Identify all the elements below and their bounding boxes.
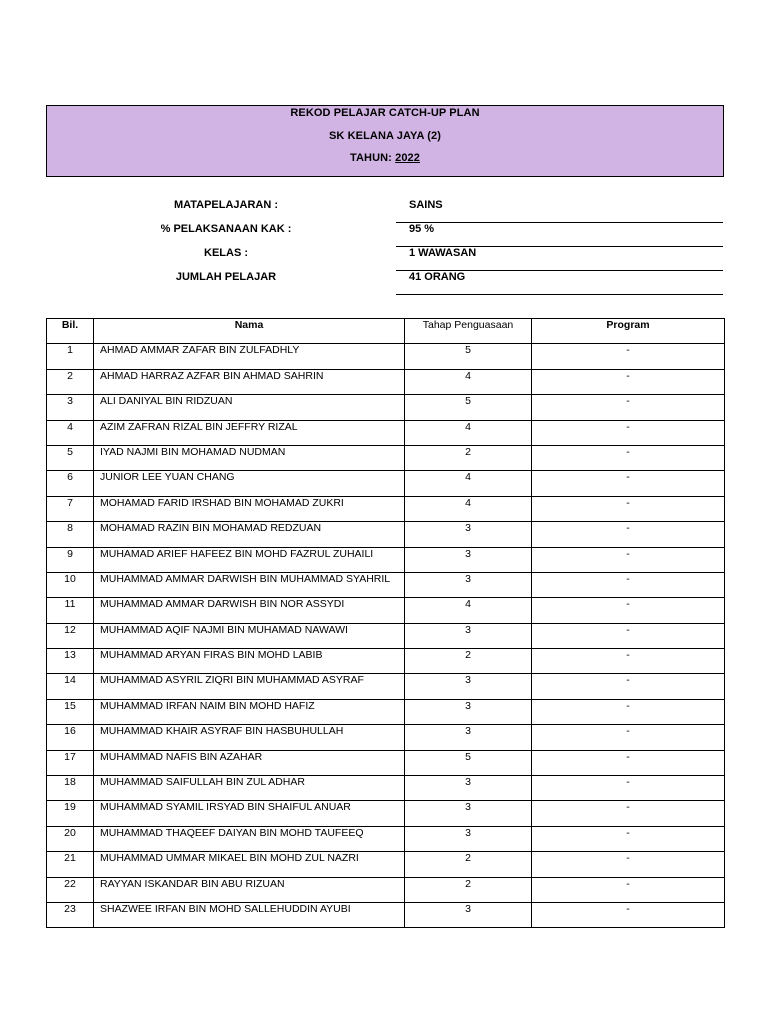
cell-tahap: 5 <box>405 750 532 775</box>
cell-nama: AZIM ZAFRAN RIZAL BIN JEFFRY RIZAL <box>94 420 405 445</box>
table-row <box>47 420 725 445</box>
table-row <box>47 522 725 547</box>
cell-nama: MUHAMMAD AQIF NAJMI BIN MUHAMAD NAWAWI <box>94 623 405 648</box>
cell-bil: 6 <box>47 471 94 496</box>
cell-program: - <box>532 547 725 572</box>
cell-program: - <box>532 674 725 699</box>
table-row <box>47 344 725 369</box>
cell-program: - <box>532 725 725 750</box>
cell-bil: 11 <box>47 598 94 623</box>
cell-tahap: 5 <box>405 395 532 420</box>
cell-nama: ALI DANIYAL BIN RIDZUAN <box>94 395 405 420</box>
table-row <box>47 547 725 572</box>
cell-tahap: 3 <box>405 522 532 547</box>
cell-bil: 21 <box>47 852 94 877</box>
cell-bil: 13 <box>47 649 94 674</box>
cell-bil: 5 <box>47 445 94 470</box>
cell-bil: 8 <box>47 522 94 547</box>
cell-nama: RAYYAN ISKANDAR BIN ABU RIZUAN <box>94 877 405 902</box>
cell-tahap: 3 <box>405 623 532 648</box>
cell-nama: MUHAMMAD ASYRIL ZIQRI BIN MUHAMMAD ASYRAF <box>94 674 405 699</box>
subject-value: SAINS <box>409 199 443 211</box>
cell-program: - <box>532 801 725 826</box>
year-value: 2022 <box>395 152 420 164</box>
cell-nama: AHMAD AMMAR ZAFAR BIN ZULFADHLY <box>94 344 405 369</box>
cell-nama: MUHAMMAD SYAMIL IRSYAD BIN SHAIFUL ANUAR <box>94 801 405 826</box>
cell-program: - <box>532 750 725 775</box>
cell-tahap: 2 <box>405 877 532 902</box>
table-row <box>47 445 725 470</box>
cell-nama: MUHAMMAD THAQEEF DAIYAN BIN MOHD TAUFEEQ <box>94 826 405 851</box>
class-label: KELAS : <box>204 247 248 259</box>
cell-tahap: 5 <box>405 344 532 369</box>
cell-nama: IYAD NAJMI BIN MOHAMAD NUDMAN <box>94 445 405 470</box>
school-name: SK KELANA JAYA (2) <box>328 130 442 142</box>
table-row <box>47 776 725 801</box>
table-row <box>47 369 725 394</box>
cell-nama: MUHAMMAD AMMAR DARWISH BIN MUHAMMAD SYAHRIL <box>94 572 405 597</box>
cell-nama: MUHAMAD ARIEF HAFEEZ BIN MOHD FAZRUL ZUHAILI <box>94 547 405 572</box>
table-row <box>47 877 725 902</box>
col-header-bil: Bil. <box>47 319 94 344</box>
cell-bil: 9 <box>47 547 94 572</box>
cell-tahap: 3 <box>405 547 532 572</box>
cell-program: - <box>532 522 725 547</box>
cell-program: - <box>532 877 725 902</box>
cell-tahap: 3 <box>405 902 532 927</box>
cell-bil: 18 <box>47 776 94 801</box>
col-header-nama: Nama <box>94 319 405 344</box>
cell-nama: AHMAD HARRAZ AZFAR BIN AHMAD SAHRIN <box>94 369 405 394</box>
year-label: TAHUN: <box>350 152 392 164</box>
cell-tahap: 3 <box>405 826 532 851</box>
table-body <box>47 344 725 928</box>
table-row <box>47 598 725 623</box>
col-header-tahap: Tahap Penguasaan <box>405 319 532 344</box>
cell-program: - <box>532 598 725 623</box>
cell-tahap: 4 <box>405 496 532 521</box>
table-row <box>47 572 725 597</box>
cell-nama: MUHAMMAD ARYAN FIRAS BIN MOHD LABIB <box>94 649 405 674</box>
cell-bil: 17 <box>47 750 94 775</box>
cell-bil: 20 <box>47 826 94 851</box>
table-row <box>47 471 725 496</box>
cell-program: - <box>532 826 725 851</box>
cell-nama: MUHAMMAD SAIFULLAH BIN ZUL ADHAR <box>94 776 405 801</box>
info-divider <box>396 222 723 223</box>
cell-program: - <box>532 344 725 369</box>
cell-nama: SHAZWEE IRFAN BIN MOHD SALLEHUDDIN AYUBI <box>94 902 405 927</box>
cell-program: - <box>532 776 725 801</box>
cell-program: - <box>532 649 725 674</box>
year-line <box>47 152 723 164</box>
cell-tahap: 3 <box>405 699 532 724</box>
cell-program: - <box>532 420 725 445</box>
cell-program: - <box>532 852 725 877</box>
cell-bil: 22 <box>47 877 94 902</box>
cell-bil: 4 <box>47 420 94 445</box>
cell-program: - <box>532 902 725 927</box>
cell-nama: MOHAMAD FARID IRSHAD BIN MOHAMAD ZUKRI <box>94 496 405 521</box>
cell-tahap: 4 <box>405 471 532 496</box>
cell-program: - <box>532 395 725 420</box>
cell-bil: 15 <box>47 699 94 724</box>
col-header-program: Program <box>532 319 725 344</box>
implementation-label: % PELAKSANAAN KAK : <box>160 223 292 235</box>
info-divider <box>396 294 723 295</box>
cell-tahap: 3 <box>405 776 532 801</box>
cell-program: - <box>532 623 725 648</box>
table-row <box>47 725 725 750</box>
table-row <box>47 496 725 521</box>
cell-tahap: 3 <box>405 725 532 750</box>
table-row <box>47 902 725 927</box>
cell-tahap: 4 <box>405 598 532 623</box>
cell-program: - <box>532 445 725 470</box>
cell-nama: MUHAMMAD AMMAR DARWISH BIN NOR ASSYDI <box>94 598 405 623</box>
cell-bil: 2 <box>47 369 94 394</box>
cell-tahap: 2 <box>405 445 532 470</box>
cell-bil: 23 <box>47 902 94 927</box>
cell-bil: 3 <box>47 395 94 420</box>
cell-nama: MUHAMMAD KHAIR ASYRAF BIN HASBUHULLAH <box>94 725 405 750</box>
table-row <box>47 699 725 724</box>
cell-tahap: 3 <box>405 674 532 699</box>
cell-nama: JUNIOR LEE YUAN CHANG <box>94 471 405 496</box>
cell-tahap: 4 <box>405 369 532 394</box>
student-table <box>46 318 725 928</box>
cell-nama: MOHAMAD RAZIN BIN MOHAMAD REDZUAN <box>94 522 405 547</box>
table-row <box>47 623 725 648</box>
cell-program: - <box>532 369 725 394</box>
table-header-row <box>47 319 725 344</box>
table-row <box>47 750 725 775</box>
table-row <box>47 826 725 851</box>
table-row <box>47 852 725 877</box>
cell-tahap: 2 <box>405 852 532 877</box>
cell-tahap: 3 <box>405 572 532 597</box>
cell-bil: 10 <box>47 572 94 597</box>
cell-program: - <box>532 496 725 521</box>
cell-program: - <box>532 572 725 597</box>
class-value: 1 WAWASAN <box>409 247 477 259</box>
table-row <box>47 801 725 826</box>
cell-bil: 1 <box>47 344 94 369</box>
cell-tahap: 3 <box>405 801 532 826</box>
cell-bil: 7 <box>47 496 94 521</box>
student-count-value: 41 ORANG <box>409 271 466 283</box>
cell-tahap: 4 <box>405 420 532 445</box>
cell-bil: 12 <box>47 623 94 648</box>
cell-program: - <box>532 471 725 496</box>
table-row <box>47 674 725 699</box>
cell-nama: MUHAMMAD UMMAR MIKAEL BIN MOHD ZUL NAZRI <box>94 852 405 877</box>
cell-program: - <box>532 699 725 724</box>
subject-label: MATAPELAJARAN : <box>173 199 279 211</box>
table-row <box>47 649 725 674</box>
cell-bil: 16 <box>47 725 94 750</box>
implementation-value: 95 % <box>409 223 435 235</box>
student-count-label: JUMLAH PELAJAR <box>175 271 277 283</box>
cell-bil: 19 <box>47 801 94 826</box>
report-title: REKOD PELAJAR CATCH-UP PLAN <box>290 107 480 119</box>
table-row <box>47 395 725 420</box>
cell-nama: MUHAMMAD IRFAN NAIM BIN MOHD HAFIZ <box>94 699 405 724</box>
cell-tahap: 2 <box>405 649 532 674</box>
cell-bil: 14 <box>47 674 94 699</box>
report-header <box>46 105 724 177</box>
cell-nama: MUHAMMAD NAFIS BIN AZAHAR <box>94 750 405 775</box>
